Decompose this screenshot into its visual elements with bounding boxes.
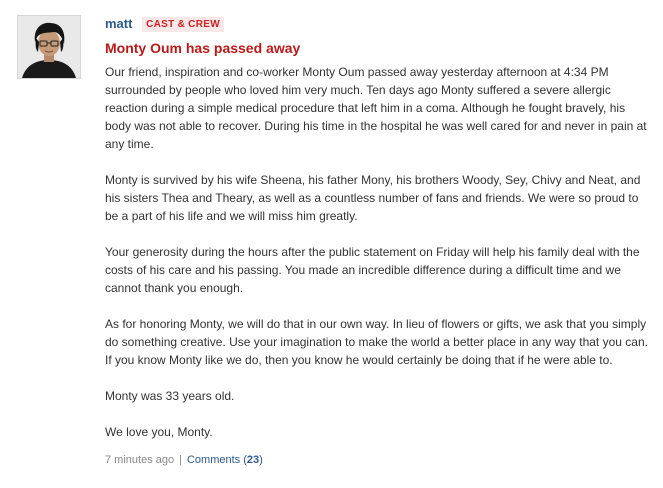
post-title: Monty Oum has passed away: [105, 40, 301, 56]
footer-separator: |: [179, 454, 182, 466]
post-paragraph: Monty was 33 years old.: [105, 389, 235, 403]
user-avatar-icon: [18, 16, 80, 78]
post-meta: [105, 14, 653, 34]
post-paragraph: As for honoring Monty, we will do that in our own way. In lieu of flowers or gifts, we ask that you simply do something creative. Use your imagination to make the world a better place in any way that you can. If you know Monty like we do, then you know he would certainly be doing that if he were able to.: [105, 317, 648, 367]
post-paragraph: We love you, Monty.: [105, 425, 213, 439]
author-role-badge: CAST & CREW: [142, 17, 224, 32]
comments-close-paren: ): [259, 454, 263, 466]
author-username-link[interactable]: matt: [105, 16, 133, 31]
comments-open-paren: (: [243, 454, 247, 466]
comments-label: Comments: [186, 454, 241, 466]
author-avatar[interactable]: [17, 15, 81, 79]
post-paragraph: Your generosity during the hours after the public statement on Friday will help his family deal with the costs of his care and his passing. You made an incredible difference during a difficult time and we cannot thank you enough.: [105, 245, 640, 295]
comments-link[interactable]: [187, 454, 263, 466]
post-footer: [105, 453, 653, 467]
post-content: [105, 14, 653, 467]
post-paragraph: Our friend, inspiration and co-worker Monty Oum passed away yesterday afternoon at 4:34 PM surrounded by people who loved him very much. Ten days ago Monty suffered a severe allergic reaction during a simple medical procedure that left him in a coma. Although he fought bravely, his body was not able to recover. During his time in the hospital he was well cared for and never in pain at any time.: [105, 65, 647, 151]
post-timestamp: 7 minutes ago: [105, 454, 175, 466]
comments-count: 23: [246, 454, 260, 466]
post-body: [105, 63, 653, 441]
post-paragraph: Monty is survived by his wife Sheena, his father Mony, his brothers Woody, Sey, Chivy and Neat, and his sisters Thea and Theary, as well as a countless number of fans and friends. We were so proud to be a part of his life and we will miss him greatly.: [105, 173, 641, 223]
